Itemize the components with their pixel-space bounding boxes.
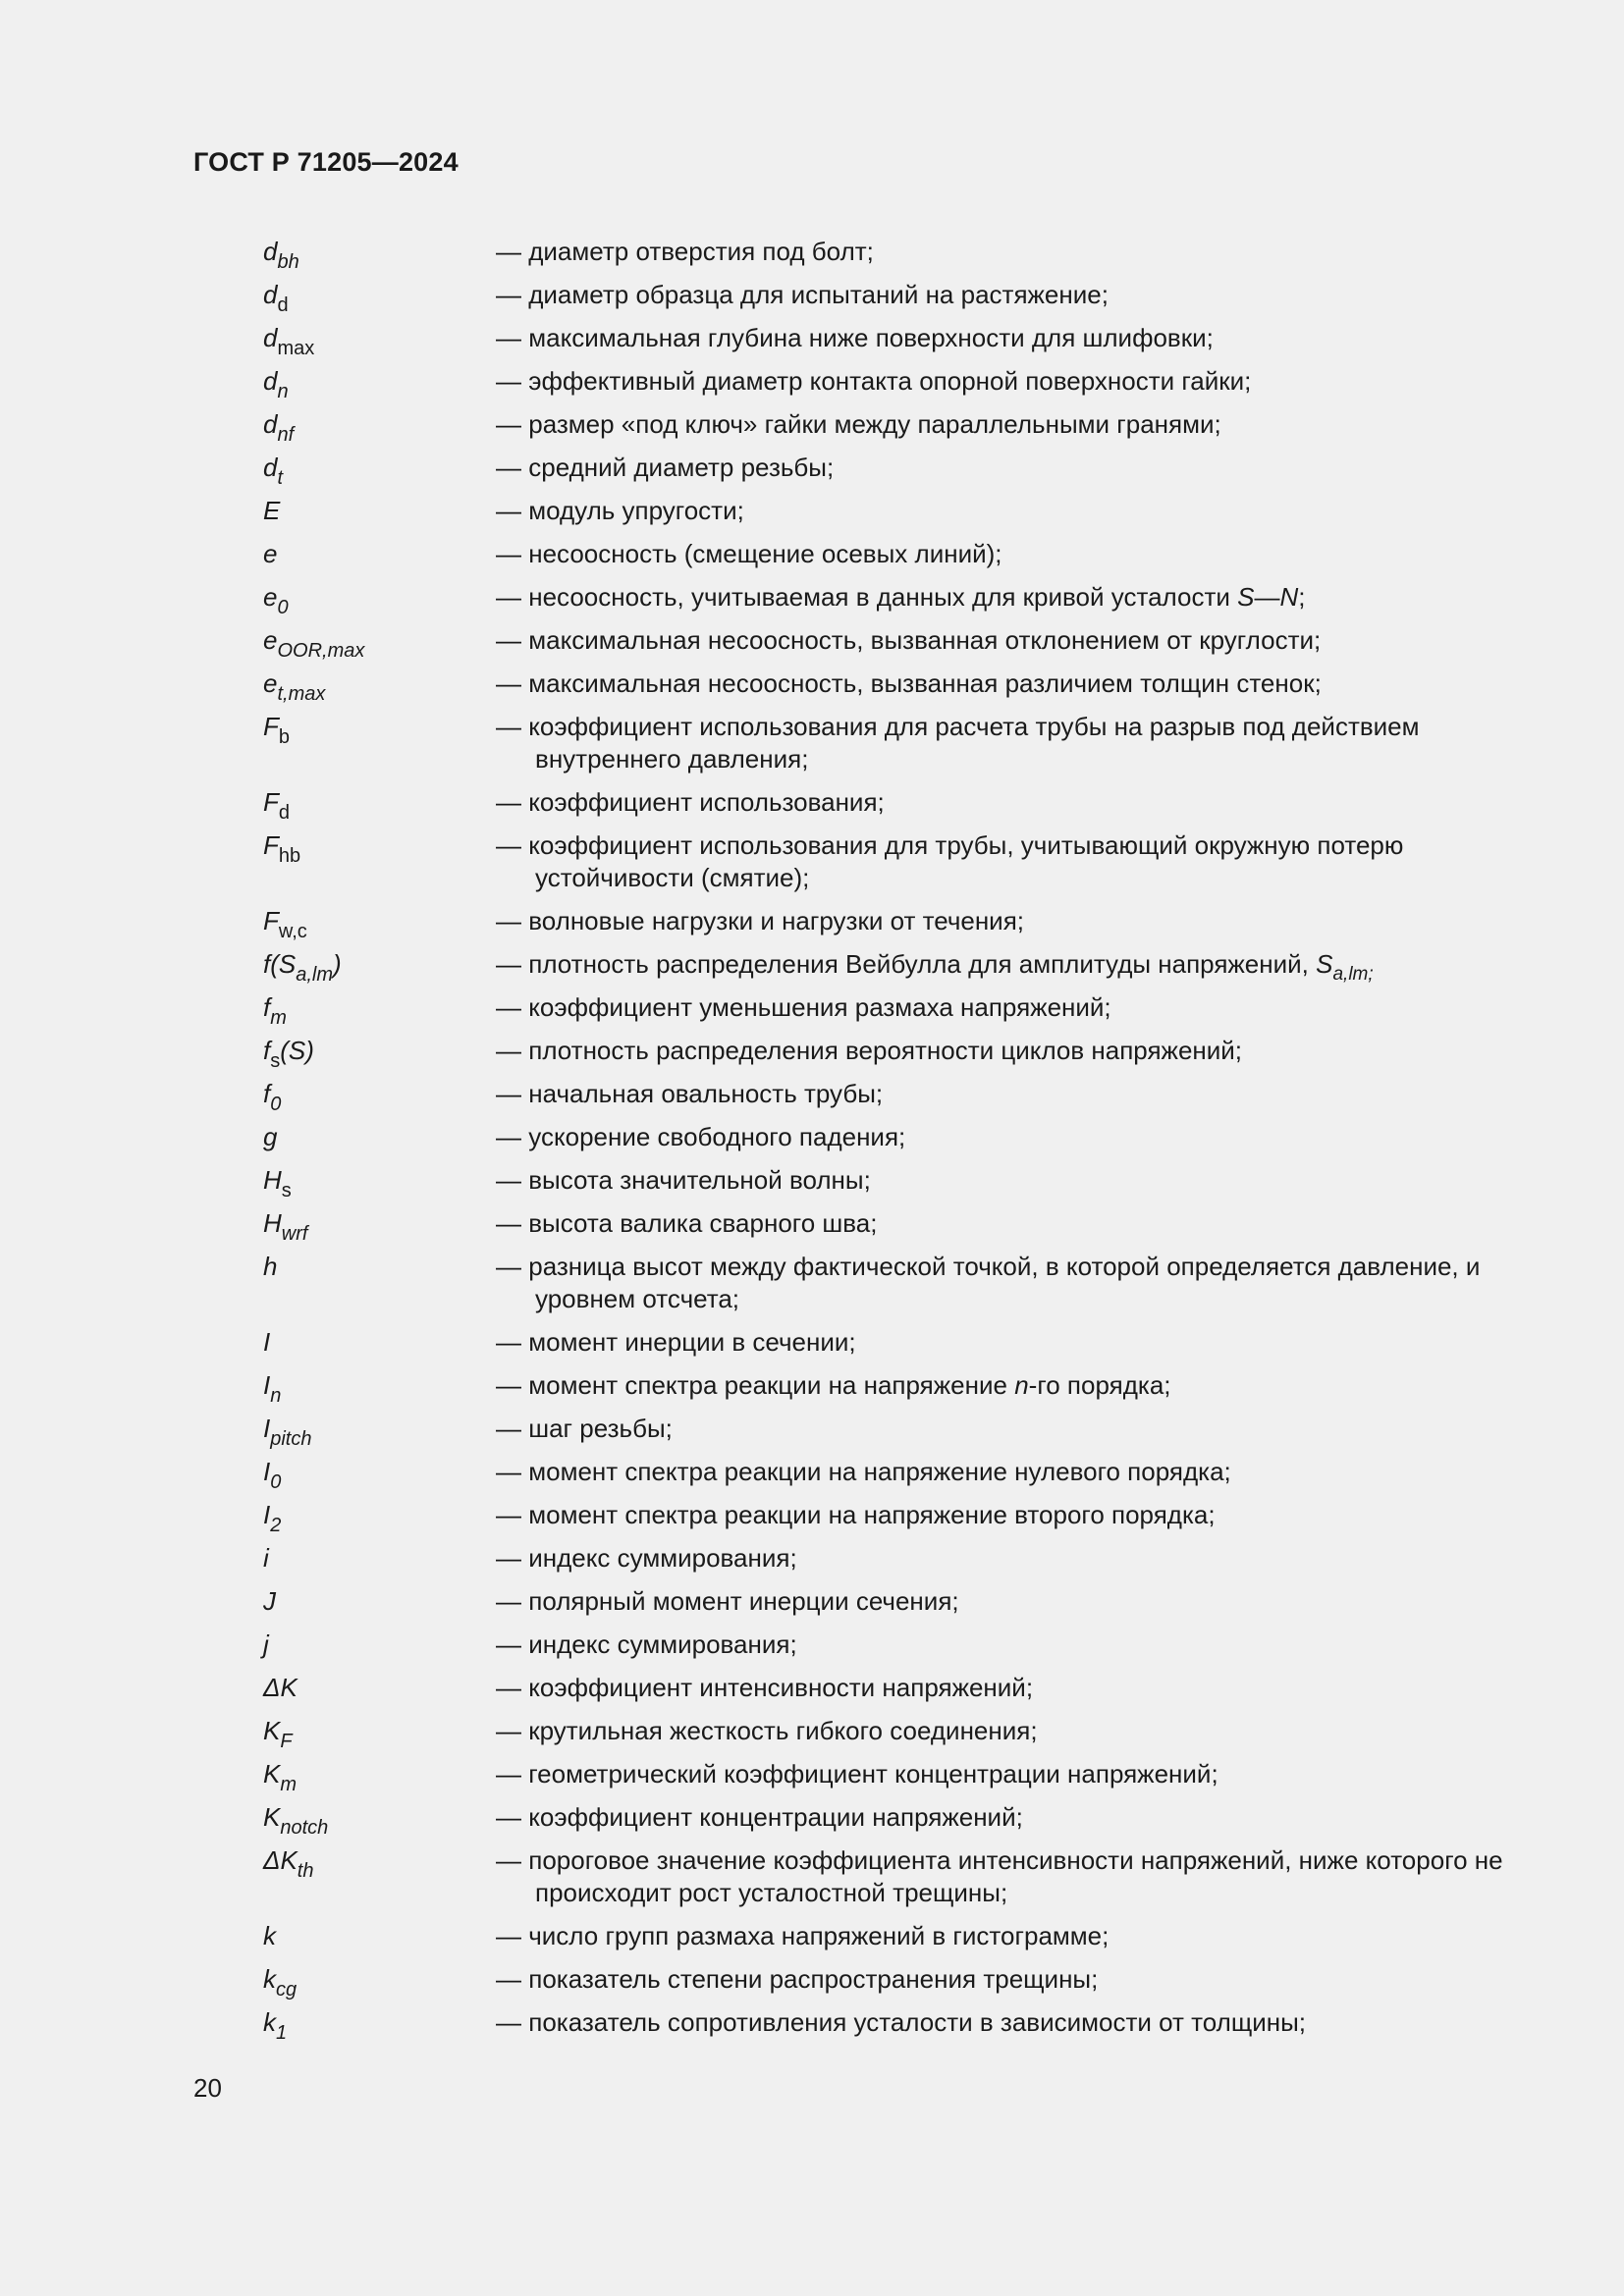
definition-text (496, 829, 1517, 894)
symbol-base: f(S (263, 949, 297, 979)
em-dash: — (496, 1122, 529, 1151)
definition-row (0, 1078, 1624, 1115)
definition-row (0, 452, 1624, 489)
definition-text (496, 279, 1517, 311)
definition-row (0, 829, 1624, 894)
em-dash: — (496, 1921, 529, 1950)
definition-text (496, 1121, 1517, 1153)
em-dash: — (496, 949, 529, 979)
symbol-subscript: a,lm (296, 964, 334, 986)
symbol (263, 1035, 314, 1072)
definition-text (496, 581, 1517, 614)
em-dash: — (496, 830, 529, 860)
symbol (263, 1542, 269, 1575)
definition-row (0, 1251, 1624, 1315)
definition-text (496, 1801, 1517, 1834)
definition-body: момент спектра реакции на напряжение второго порядка; (528, 1500, 1216, 1529)
symbol (263, 365, 289, 402)
definition-row (0, 1963, 1624, 2001)
symbol (263, 1413, 312, 1450)
definition-text (496, 495, 1517, 527)
symbol-base: I (263, 1414, 271, 1443)
definition-text (496, 1456, 1517, 1488)
definition-row (0, 1499, 1624, 1536)
symbol-base: K (263, 1759, 281, 1789)
symbol (263, 667, 326, 705)
definition-body: волновые нагрузки и нагрузки от течения; (528, 906, 1025, 935)
definition-text (496, 1844, 1517, 1909)
symbol (263, 538, 277, 570)
definition-body: диаметр отверстия под болт; (528, 237, 874, 266)
definition-body: начальная овальность трубы; (528, 1079, 884, 1108)
symbol-base: H (263, 1208, 282, 1238)
symbol-subscript: th (297, 1860, 314, 1882)
em-dash: — (496, 1716, 529, 1745)
symbol (263, 1164, 292, 1201)
em-dash: — (496, 1370, 529, 1400)
symbol-subscript: t (277, 467, 284, 489)
em-dash: — (496, 2007, 529, 2037)
definition-text (496, 1164, 1517, 1197)
em-dash: — (496, 1457, 529, 1486)
definition-text (496, 1758, 1517, 1790)
definition-text (496, 948, 1517, 985)
symbol-base: F (263, 906, 279, 935)
symbol (263, 1715, 293, 1752)
definition-row (0, 1844, 1624, 1909)
definition-text (496, 711, 1517, 775)
definition-body: коэффициент использования; (528, 787, 885, 817)
symbol (263, 624, 365, 662)
definition-row (0, 495, 1624, 527)
symbol-base: f (263, 1079, 271, 1108)
symbol-suffix: (S) (280, 1036, 314, 1065)
symbol (263, 948, 342, 986)
definition-row (0, 948, 1624, 986)
definition-text (496, 322, 1517, 354)
definition-body: разница высот между фактической точкой, в которой определяется давление, и уровнем отсчета; (528, 1252, 1481, 1313)
symbol-base: e (263, 625, 278, 655)
em-dash: — (496, 1500, 529, 1529)
symbol-base: g (263, 1122, 278, 1151)
symbol (263, 1801, 329, 1839)
definition-text (496, 236, 1517, 268)
definition-body: диаметр образца для испытаний на растяжение; (528, 280, 1109, 309)
definition-body: шаг резьбы; (528, 1414, 673, 1443)
definition-row (0, 1456, 1624, 1493)
definition-row (0, 1758, 1624, 1795)
document-header: ГОСТ Р 71205—2024 (193, 147, 459, 177)
definition-text (496, 1963, 1517, 1996)
em-dash: — (496, 668, 529, 698)
symbol-base: f (263, 1036, 271, 1065)
symbol (263, 1207, 308, 1245)
definition-body: плотность распределения вероятности циклов напряжений; (528, 1036, 1243, 1065)
em-dash: — (496, 1586, 529, 1616)
definition-row (0, 1801, 1624, 1839)
definition-row (0, 1542, 1624, 1575)
symbol-base: I (263, 1500, 271, 1529)
definition-row (0, 711, 1624, 775)
definition-body: максимальная несоосность, вызванная различием толщин стенок; (528, 668, 1322, 698)
symbol-subscript: notch (280, 1817, 329, 1839)
definition-row (0, 236, 1624, 273)
symbol (263, 322, 315, 359)
symbol-base: E (263, 496, 281, 525)
definition-text (496, 1078, 1517, 1110)
em-dash: — (496, 1845, 529, 1875)
symbol (263, 1251, 277, 1283)
symbol (263, 786, 291, 824)
definition-body: индекс суммирования; (528, 1629, 797, 1659)
definition-text (496, 408, 1517, 441)
definition-row (0, 408, 1624, 446)
symbol-subscript: b (278, 726, 291, 748)
definition-body: момент спектра реакции на напряжение n-го порядка; (528, 1370, 1171, 1400)
symbol-base: e (263, 539, 278, 568)
em-dash: — (496, 787, 529, 817)
symbol (263, 1456, 282, 1493)
definition-body: высота валика сварного шва; (528, 1208, 878, 1238)
em-dash: — (496, 1543, 529, 1573)
symbol-subscript: OOR,max (277, 640, 365, 662)
definition-row (0, 365, 1624, 402)
definition-body: индекс суммирования; (528, 1543, 797, 1573)
definition-row (0, 667, 1624, 705)
symbol-base: F (263, 712, 279, 741)
em-dash: — (496, 1802, 529, 1832)
definition-text (496, 1920, 1517, 1952)
definition-body: полярный момент инерции сечения; (528, 1586, 959, 1616)
symbol (263, 1963, 298, 2001)
em-dash: — (496, 366, 529, 396)
definition-text (496, 1251, 1517, 1315)
symbol-subscript: 0 (270, 1094, 282, 1115)
symbol-base: e (263, 582, 278, 612)
definition-body: показатель степени распространения трещины; (528, 1964, 1099, 1994)
symbol-subscript: nf (277, 424, 295, 446)
symbol-base: f (263, 992, 271, 1022)
symbol-base: k (263, 1921, 276, 1950)
symbol-subscript: hb (278, 845, 301, 867)
em-dash: — (496, 1327, 529, 1357)
symbol (263, 711, 291, 748)
symbol-base: I (263, 1370, 271, 1400)
symbol (263, 2006, 288, 2044)
definition-row (0, 786, 1624, 824)
definition-subscript: a,lm; (1332, 964, 1374, 985)
definition-body: модуль упругости; (528, 496, 744, 525)
symbol-base: F (263, 830, 279, 860)
symbol (263, 1844, 314, 1882)
definition-row (0, 279, 1624, 316)
definition-row (0, 1629, 1624, 1661)
symbol (263, 991, 287, 1029)
em-dash: — (496, 1036, 529, 1065)
symbol (263, 1369, 282, 1407)
definition-text (496, 1207, 1517, 1240)
definition-body: коэффициент уменьшения размаха напряжений; (528, 992, 1111, 1022)
definition-text (496, 1629, 1517, 1661)
definition-body: коэффициент использования для трубы, учитывающий окружную потерю устойчивости (смятие); (528, 830, 1404, 892)
symbol-base: d (263, 237, 278, 266)
symbol-subscript: d (277, 294, 289, 316)
definition-body: коэффициент концентрации напряжений; (528, 1802, 1023, 1832)
definition-text (496, 1035, 1517, 1067)
symbol-base: d (263, 409, 278, 439)
em-dash: — (496, 539, 529, 568)
definition-row (0, 1715, 1624, 1752)
em-dash: — (496, 1208, 529, 1238)
symbol-subscript: n (277, 381, 289, 402)
symbol-subscript: 2 (270, 1515, 282, 1536)
em-dash: — (496, 409, 529, 439)
symbol-base: d (263, 323, 278, 352)
symbol-subscript: bh (277, 251, 299, 273)
definition-text (496, 1542, 1517, 1575)
definition-text (496, 1413, 1517, 1445)
definition-text (496, 1715, 1517, 1747)
em-dash: — (496, 496, 529, 525)
definition-body: максимальная глубина ниже поверхности для шлифовки; (528, 323, 1214, 352)
definition-text (496, 624, 1517, 657)
definition-body: коэффициент использования для расчета трубы на разрыв под действием внутреннего давления; (528, 712, 1420, 774)
em-dash: — (496, 1964, 529, 1994)
definition-body: коэффициент интенсивности напряжений; (528, 1673, 1034, 1702)
definition-body: размер «под ключ» гайки между параллельными гранями; (528, 409, 1221, 439)
em-dash: — (496, 1165, 529, 1195)
definition-body: момент инерции в сечении; (528, 1327, 856, 1357)
symbol (263, 905, 307, 942)
definition-row (0, 538, 1624, 570)
em-dash: — (496, 1414, 529, 1443)
symbol-subscript: wrf (281, 1223, 308, 1245)
definition-row (0, 1121, 1624, 1153)
symbol-base: ΔK (263, 1673, 298, 1702)
symbol-subscript: d (278, 802, 291, 824)
symbol-base: J (263, 1586, 276, 1616)
em-dash: — (496, 906, 529, 935)
em-dash: — (496, 712, 529, 741)
definition-text (496, 1585, 1517, 1618)
symbol-subscript: t,max (277, 683, 326, 705)
symbol-base: ΔK (263, 1845, 298, 1875)
em-dash: — (496, 1079, 529, 1108)
symbol (263, 1672, 298, 1704)
definition-text (496, 905, 1517, 937)
symbol-base: i (263, 1543, 269, 1573)
symbol-definitions-list (0, 236, 1624, 2050)
definition-body: несоосность, учитываемая в данных для кривой усталости S—N; (528, 582, 1306, 612)
symbol-subscript: m (280, 1774, 298, 1795)
definition-text (496, 1326, 1517, 1359)
symbol-subscript: m (270, 1007, 287, 1029)
symbol-subscript: n (270, 1385, 282, 1407)
definition-body: максимальная несоосность, вызванная отклонением от круглости; (528, 625, 1322, 655)
em-dash: — (496, 582, 529, 612)
definition-text (496, 991, 1517, 1024)
definition-text (496, 786, 1517, 819)
symbol-subscript: s (281, 1180, 292, 1201)
symbol (263, 829, 301, 867)
symbol-base: I (263, 1457, 271, 1486)
symbol (263, 1499, 282, 1536)
symbol-base: I (263, 1327, 271, 1357)
definition-row (0, 1035, 1624, 1072)
definition-body: плотность распределения Вейбулла для амплитуды напряжений, S (528, 949, 1333, 979)
symbol-base: j (263, 1629, 269, 1659)
symbol-base: d (263, 366, 278, 396)
definition-body: несоосность (смещение осевых линий); (528, 539, 1002, 568)
symbol (263, 1758, 298, 1795)
definition-row (0, 1672, 1624, 1704)
em-dash: — (496, 992, 529, 1022)
symbol-base: d (263, 280, 278, 309)
symbol (263, 1920, 276, 1952)
symbol-base: H (263, 1165, 282, 1195)
em-dash: — (496, 280, 529, 309)
definition-body: ускорение свободного падения; (528, 1122, 906, 1151)
symbol-base: K (263, 1716, 281, 1745)
definition-body: геометрический коэффициент концентрации напряжений; (528, 1759, 1218, 1789)
definition-row (0, 322, 1624, 359)
symbol-base: F (263, 787, 279, 817)
em-dash: — (496, 237, 529, 266)
definition-text (496, 452, 1517, 484)
em-dash: — (496, 1629, 529, 1659)
symbol-subscript: w,c (278, 921, 307, 942)
definition-row (0, 1413, 1624, 1450)
symbol-base: k (263, 2007, 276, 2037)
definition-body: число групп размаха напряжений в гистограмме; (528, 1921, 1110, 1950)
symbol (263, 452, 284, 489)
symbol-subscript: 0 (277, 597, 289, 618)
definition-row (0, 2006, 1624, 2044)
symbol-subscript: max (277, 338, 315, 359)
definition-row (0, 1207, 1624, 1245)
definition-body: высота значительной волны; (528, 1165, 871, 1195)
definition-body: эффективный диаметр контакта опорной поверхности гайки; (528, 366, 1252, 396)
symbol (263, 408, 295, 446)
symbol-base: d (263, 453, 278, 482)
definition-row (0, 1920, 1624, 1952)
symbol-subscript: F (280, 1731, 293, 1752)
em-dash: — (496, 625, 529, 655)
definition-row (0, 1585, 1624, 1618)
symbol-base: K (263, 1802, 281, 1832)
definition-body: средний диаметр резьбы; (528, 453, 835, 482)
definition-body: крутильная жесткость гибкого соединения; (528, 1716, 1038, 1745)
symbol-base: k (263, 1964, 276, 1994)
page-number: 20 (193, 2073, 222, 2103)
symbol-subscript: 0 (270, 1471, 282, 1493)
definition-text (496, 1499, 1517, 1531)
em-dash: — (496, 1252, 529, 1281)
symbol-base: e (263, 668, 278, 698)
symbol (263, 1629, 269, 1661)
em-dash: — (496, 453, 529, 482)
symbol (263, 279, 289, 316)
symbol (263, 1326, 270, 1359)
definition-text (496, 1369, 1517, 1402)
definition-row (0, 624, 1624, 662)
symbol (263, 1078, 282, 1115)
definition-row (0, 991, 1624, 1029)
symbol (263, 495, 280, 527)
symbol (263, 581, 289, 618)
symbol-subscript: cg (276, 1979, 298, 2001)
definition-text (496, 1672, 1517, 1704)
symbol (263, 236, 299, 273)
definition-body: пороговое значение коэффициента интенсивности напряжений, ниже которого не происходит рост усталостной трещины; (528, 1845, 1503, 1907)
em-dash: — (496, 1673, 529, 1702)
symbol-base: h (263, 1252, 278, 1281)
em-dash: — (496, 1759, 529, 1789)
definition-body: момент спектра реакции на напряжение нулевого порядка; (528, 1457, 1231, 1486)
symbol (263, 1121, 277, 1153)
definition-text (496, 2006, 1517, 2039)
definition-row (0, 1164, 1624, 1201)
symbol-subscript: s (270, 1050, 281, 1072)
symbol-subscript: 1 (276, 2022, 288, 2044)
symbol-subscript: pitch (270, 1428, 312, 1450)
definition-body: показатель сопротивления усталости в зависимости от толщины; (528, 2007, 1307, 2037)
definition-text (496, 365, 1517, 398)
definition-row (0, 1369, 1624, 1407)
symbol-suffix: ) (333, 949, 342, 979)
em-dash: — (496, 323, 529, 352)
definition-row (0, 905, 1624, 942)
symbol (263, 1585, 276, 1618)
definition-text (496, 538, 1517, 570)
definition-text (496, 667, 1517, 700)
definition-row (0, 1326, 1624, 1359)
definition-row (0, 581, 1624, 618)
